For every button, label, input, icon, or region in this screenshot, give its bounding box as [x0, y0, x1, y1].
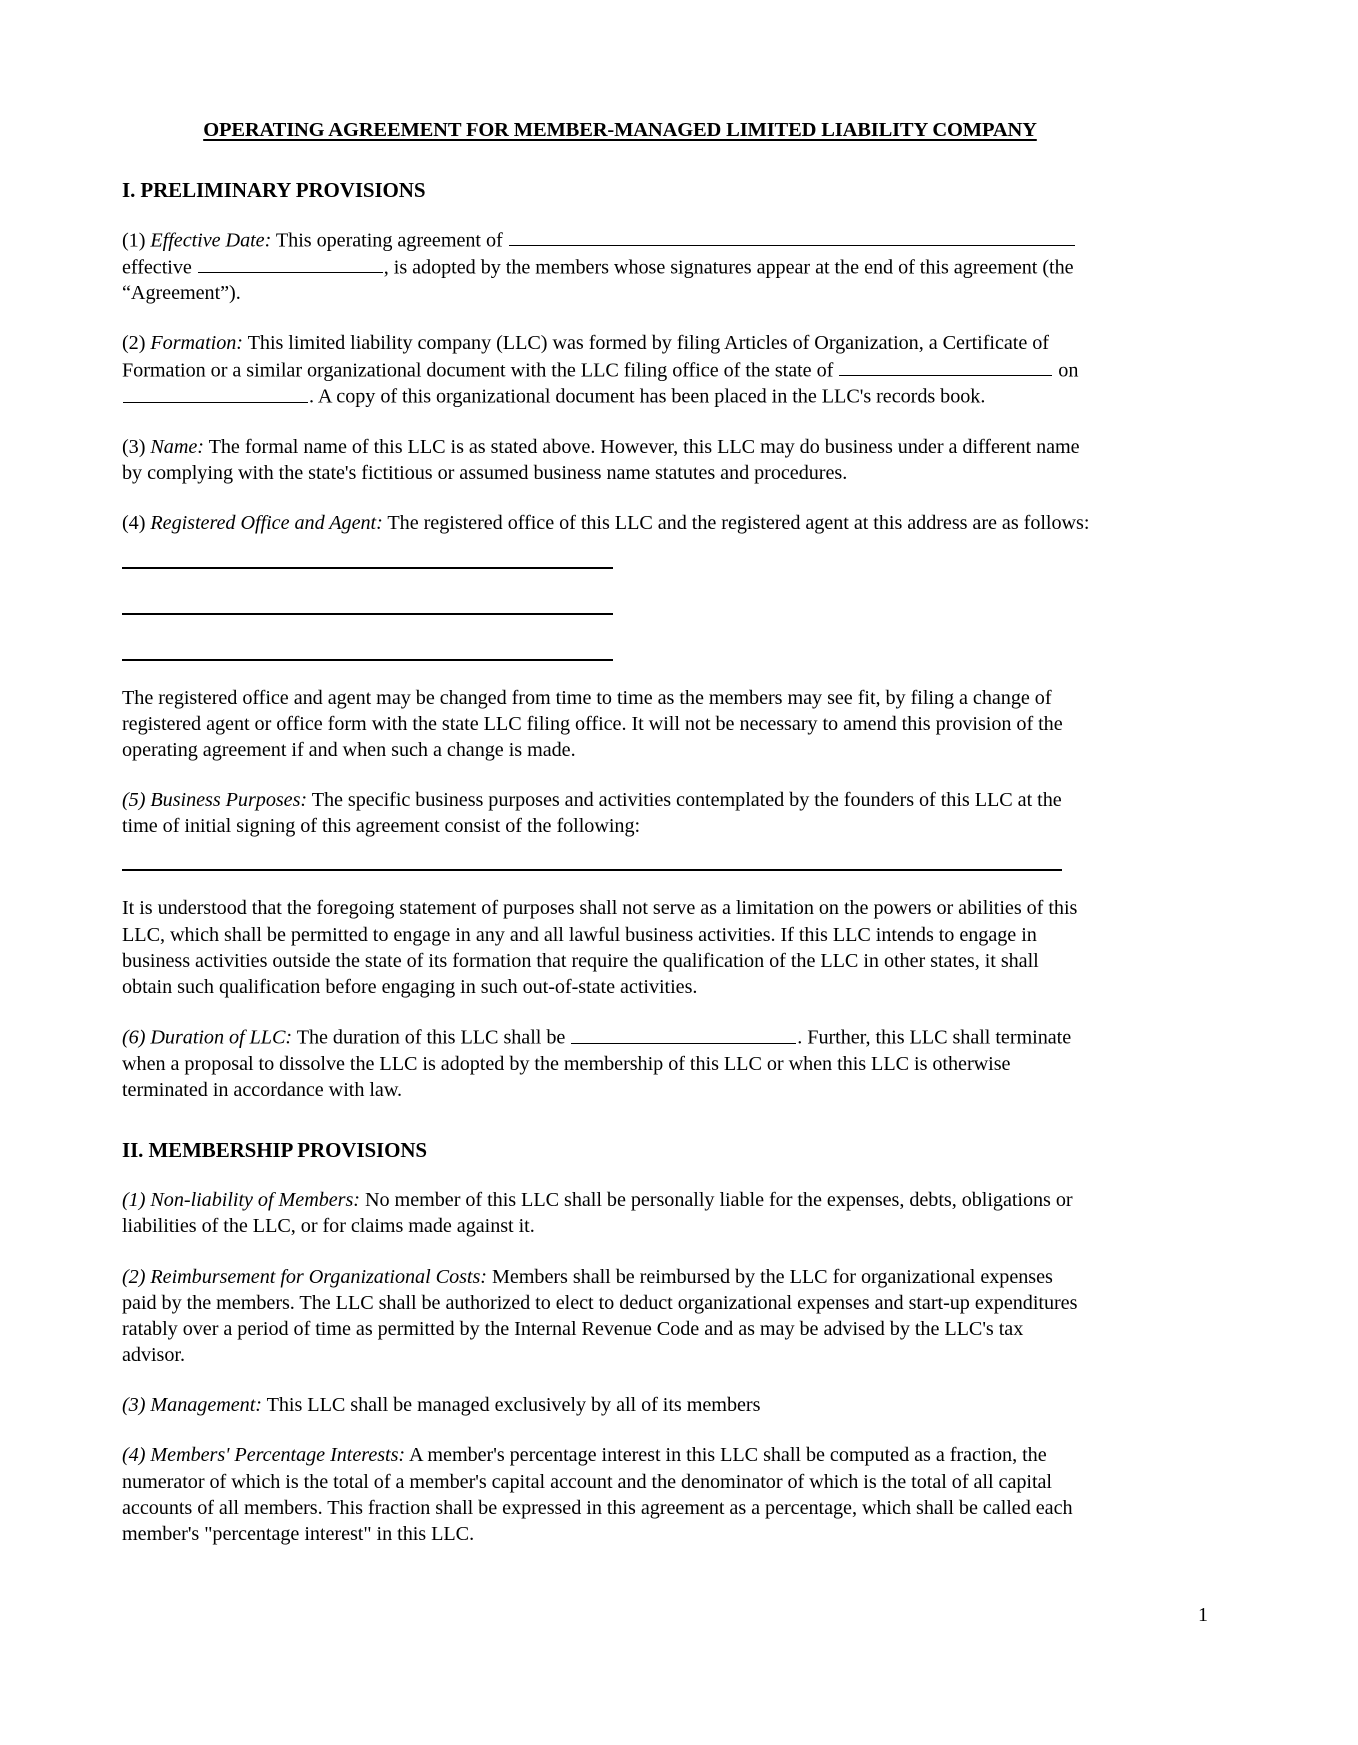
- clause-text-registered-office-and-agent: The registered office of this LLC and the registered agent at this address are as follows:: [382, 512, 1090, 535]
- clause-text-members-percentage-interests: A member's percentage interest in this LLC shall be computed as a fraction, the numerator of which is the total of a member's capital account and the denominator of which is the total of all capital accounts of all members. This fraction shall be expressed in this agreement as a percentage, which shall be called each member's "percentage interest" in this LLC.: [122, 1444, 1073, 1545]
- clause-number-1-5: (5): [122, 789, 151, 812]
- clause-label-formation: Formation:: [150, 332, 243, 355]
- clause-label-effective-date: Effective Date:: [150, 229, 272, 252]
- clause-management: [122, 1392, 1090, 1418]
- section-heading-membership-provisions: II. MEMBERSHIP PROVISIONS: [122, 1138, 427, 1163]
- clause-duration-of-llc: [122, 1024, 1090, 1103]
- clause-text-formation-a: This limited liability company (LLC) was formed by filing Articles of Organization, a Certificate of Formation or a similar organizational document with the LLC filing office of the state of: [122, 332, 1049, 382]
- clause-effective-date: [122, 227, 1090, 307]
- blank-line-registered-office-3[interactable]: [122, 659, 613, 661]
- blank-formation-date[interactable]: [123, 383, 308, 403]
- registered-office-blank-lines: [122, 567, 1090, 661]
- clause-label-duration-of-llc: Duration of LLC:: [150, 1026, 293, 1049]
- clause-text-reimbursement-for-organizational-costs: Members shall be reimbursed by the LLC for organizational expenses paid by the members. The LLC shall be authorized to elect to deduct organizational expenses and start-up expenditures ratably over a period of time as permitted by the Internal Revenue Code and as may be advised by the LLC's tax advisor.: [122, 1265, 1078, 1367]
- clause-label-members-percentage-interests: Members' Percentage Interests:: [150, 1444, 406, 1467]
- page-number: 1: [1198, 1604, 1208, 1626]
- blank-line-registered-office-2[interactable]: [122, 613, 613, 615]
- clause-label-registered-office-and-agent: Registered Office and Agent:: [150, 512, 383, 535]
- clause-text-non-liability-of-members: No member of this LLC shall be personally liable for the expenses, debts, obligations or liabilities of the LLC, or for claims made against it.: [122, 1189, 1073, 1238]
- clause-number-2-1: (1): [122, 1189, 151, 1212]
- clause-non-liability-of-members: [122, 1187, 1090, 1239]
- clause-reimbursement-for-organizational-costs: [122, 1264, 1090, 1369]
- clause-name: [122, 434, 1090, 486]
- clause-number-2-4: (4): [122, 1444, 151, 1467]
- document-title: OPERATING AGREEMENT FOR MEMBER-MANAGED LIMITED LIABILITY COMPANY: [203, 119, 1037, 141]
- clause-text-formation-c: . A copy of this organizational document has been placed in the LLC's records book.: [309, 385, 986, 408]
- clause-formation: [122, 330, 1090, 410]
- clause-number-2-3: (3): [122, 1394, 151, 1417]
- clause-label-non-liability-of-members: Non-liability of Members:: [150, 1189, 360, 1212]
- clause-text-effective-date-c: , is adopted by the members whose signatures appear at the end of this agreement (the “Agreement”).: [122, 256, 1074, 305]
- clause-number-1-1: (1): [122, 229, 151, 252]
- clause-text-management: This LLC shall be managed exclusively by all of its members: [261, 1394, 761, 1417]
- blank-line-registered-office-1[interactable]: [122, 567, 613, 569]
- clause-text-duration-a: The duration of this LLC shall be: [292, 1026, 571, 1049]
- blank-effective-date[interactable]: [198, 254, 383, 274]
- clause-text-duration-b: . Further, this LLC shall terminate when a proposal to dissolve the LLC is adopted by the membership of this LLC or when this LLC is otherwise terminated in accordance with law.: [122, 1026, 1072, 1101]
- clause-number-2-2: (2): [122, 1265, 151, 1288]
- clause-registered-office-and-agent: [122, 510, 1090, 536]
- blank-formation-state[interactable]: [839, 357, 1052, 377]
- clause-members-percentage-interests: [122, 1442, 1090, 1547]
- clause-number-1-3: (3): [122, 436, 151, 459]
- blank-llc-name[interactable]: [509, 227, 1075, 247]
- blank-duration[interactable]: [571, 1024, 796, 1044]
- clause-label-management: Management:: [150, 1394, 262, 1417]
- section-heading-preliminary-provisions: I. PRELIMINARY PROVISIONS: [122, 177, 426, 202]
- clause-text-effective-date-a: This operating agreement of: [271, 229, 508, 252]
- business-purposes-blank-lines: [122, 869, 1090, 871]
- clause-label-business-purposes: Business Purposes:: [150, 789, 308, 812]
- clause-number-1-4: (4): [122, 512, 151, 535]
- clause-text-effective-date-b: effective: [122, 256, 197, 279]
- clause-text-name: The formal name of this LLC is as stated above. However, this LLC may do business under a different name by complying with the state's fictitious or assumed business name statutes and procedures.: [122, 436, 1080, 485]
- clause-business-purposes-followup: It is understood that the foregoing statement of purposes shall not serve as a limitation on the powers or abilities of this LLC, which shall be permitted to engage in any and all lawful business activities. If this LLC intends to engage in business activities outside the state of its formation that require the qualification of the LLC in other states, it shall obtain such qualification before engaging in such out-of-state activities.: [122, 897, 1078, 998]
- document-body: [122, 118, 1090, 1547]
- clause-text-formation-b: on: [1053, 359, 1079, 382]
- clause-label-name: Name:: [150, 436, 204, 459]
- clause-text-business-purposes: The specific business purposes and activities contemplated by the founders of this LLC at the time of initial signing of this agreement consist of the following:: [122, 789, 1062, 838]
- blank-line-business-purposes-1[interactable]: [122, 869, 1062, 871]
- clause-label-reimbursement-for-organizational-costs: Reimbursement for Organizational Costs:: [150, 1265, 487, 1288]
- clause-number-1-6: (6): [122, 1026, 151, 1049]
- clause-business-purposes: [122, 787, 1090, 839]
- clause-number-1-2: (2): [122, 332, 151, 355]
- clause-registered-office-followup: The registered office and agent may be changed from time to time as the members may see fit, by filing a change of registered agent or office form with the state LLC filing office. It will not be necessary to amend this provision of the operating agreement if and when such a change is made.: [122, 686, 1063, 761]
